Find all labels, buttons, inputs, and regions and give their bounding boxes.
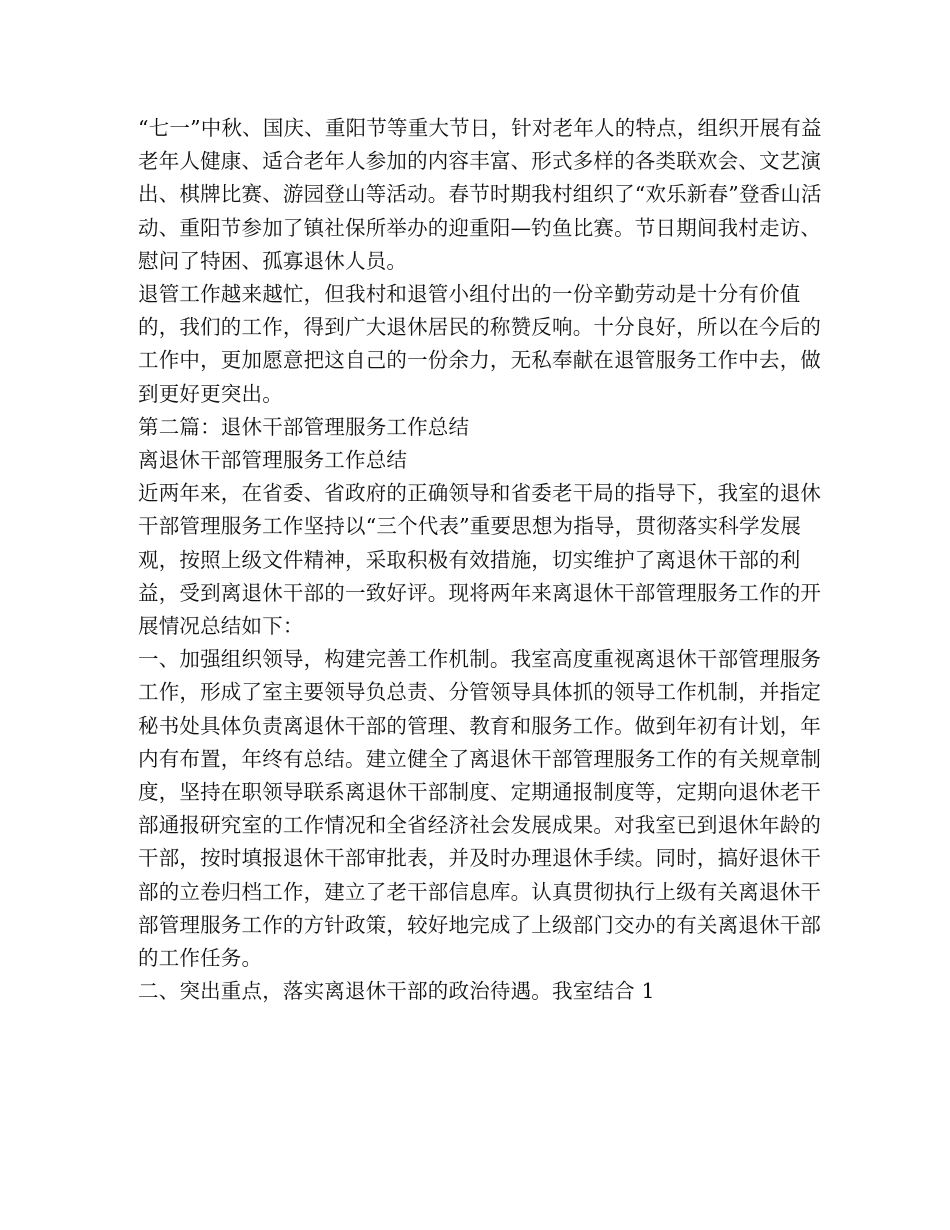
document-body: [138, 112, 828, 1008]
document-title: 离退休干部管理服务工作总结: [138, 448, 408, 473]
section-heading-part-two: 第二篇：退休干部管理服务工作总结: [138, 414, 470, 439]
paragraph-section-one: 一、加强组织领导，构建完善工作机制。我室高度重视离退休干部管理服务工作，形成了室主要领导负总责、分管领导具体抓的领导工作机制，并指定秘书处具体负责离退休干部的管理、教育和服务工作。做到年初有计划，年内有布置，年终有总结。建立健全了离退休干部管理服务工作的有关规章制度，坚持在职领导联系离退休干部制度、定期通报制度等，定期向退休老干部通报研究室的工作情况和全省经济社会发展成果。对我室已到退休年龄的干部，按时填报退休干部审批表，并及时办理退休手续。同时，搞好退休干部的立卷归档工作，建立了老干部信息库。认真贯彻执行上级有关离退休干部管理服务工作的方针政策，较好地完成了上级部门交办的有关离退休干部的工作任务。: [138, 647, 822, 971]
paragraph-festival-activities: “七一”中秋、国庆、重阳节等重大节日，针对老年人的特点，组织开展有益老年人健康、适合老年人参加的内容丰富、形式多样的各类联欢会、文艺演出、棋牌比赛、游园登山等活动。春节时期我村组织了“欢乐新春”登香山活动、重阳节参加了镇社保所举办的迎重阳—钓鱼比赛。节日期间我村走访、慰问了特困、孤寡退休人员。: [138, 116, 822, 273]
paragraph-introduction: 近两年来，在省委、省政府的正确领导和省委老干局的指导下，我室的退休干部管理服务工作坚持以“三个代表”重要思想为指导，贯彻落实科学发展观，按照上级文件精神，采取积极有效措施，切实维护了离退休干部的利益，受到离退休干部的一致好评。现将两年来离退休干部管理服务工作的开展情况总结如下：: [138, 481, 822, 639]
paragraph-section-two: 二、突出重点，落实离退休干部的政治待遇。我室结合 1: [138, 979, 655, 1004]
paragraph-retirement-work-value: 退管工作越来越忙，但我村和退管小组付出的一份辛勤劳动是十分有价值的，我们的工作，得到广大退休居民的称赞反响。十分良好，所以在今后的工作中，更加愿意把这自己的一份余力，无私奉献在退管服务工作中去，做到更好更突出。: [138, 282, 822, 406]
